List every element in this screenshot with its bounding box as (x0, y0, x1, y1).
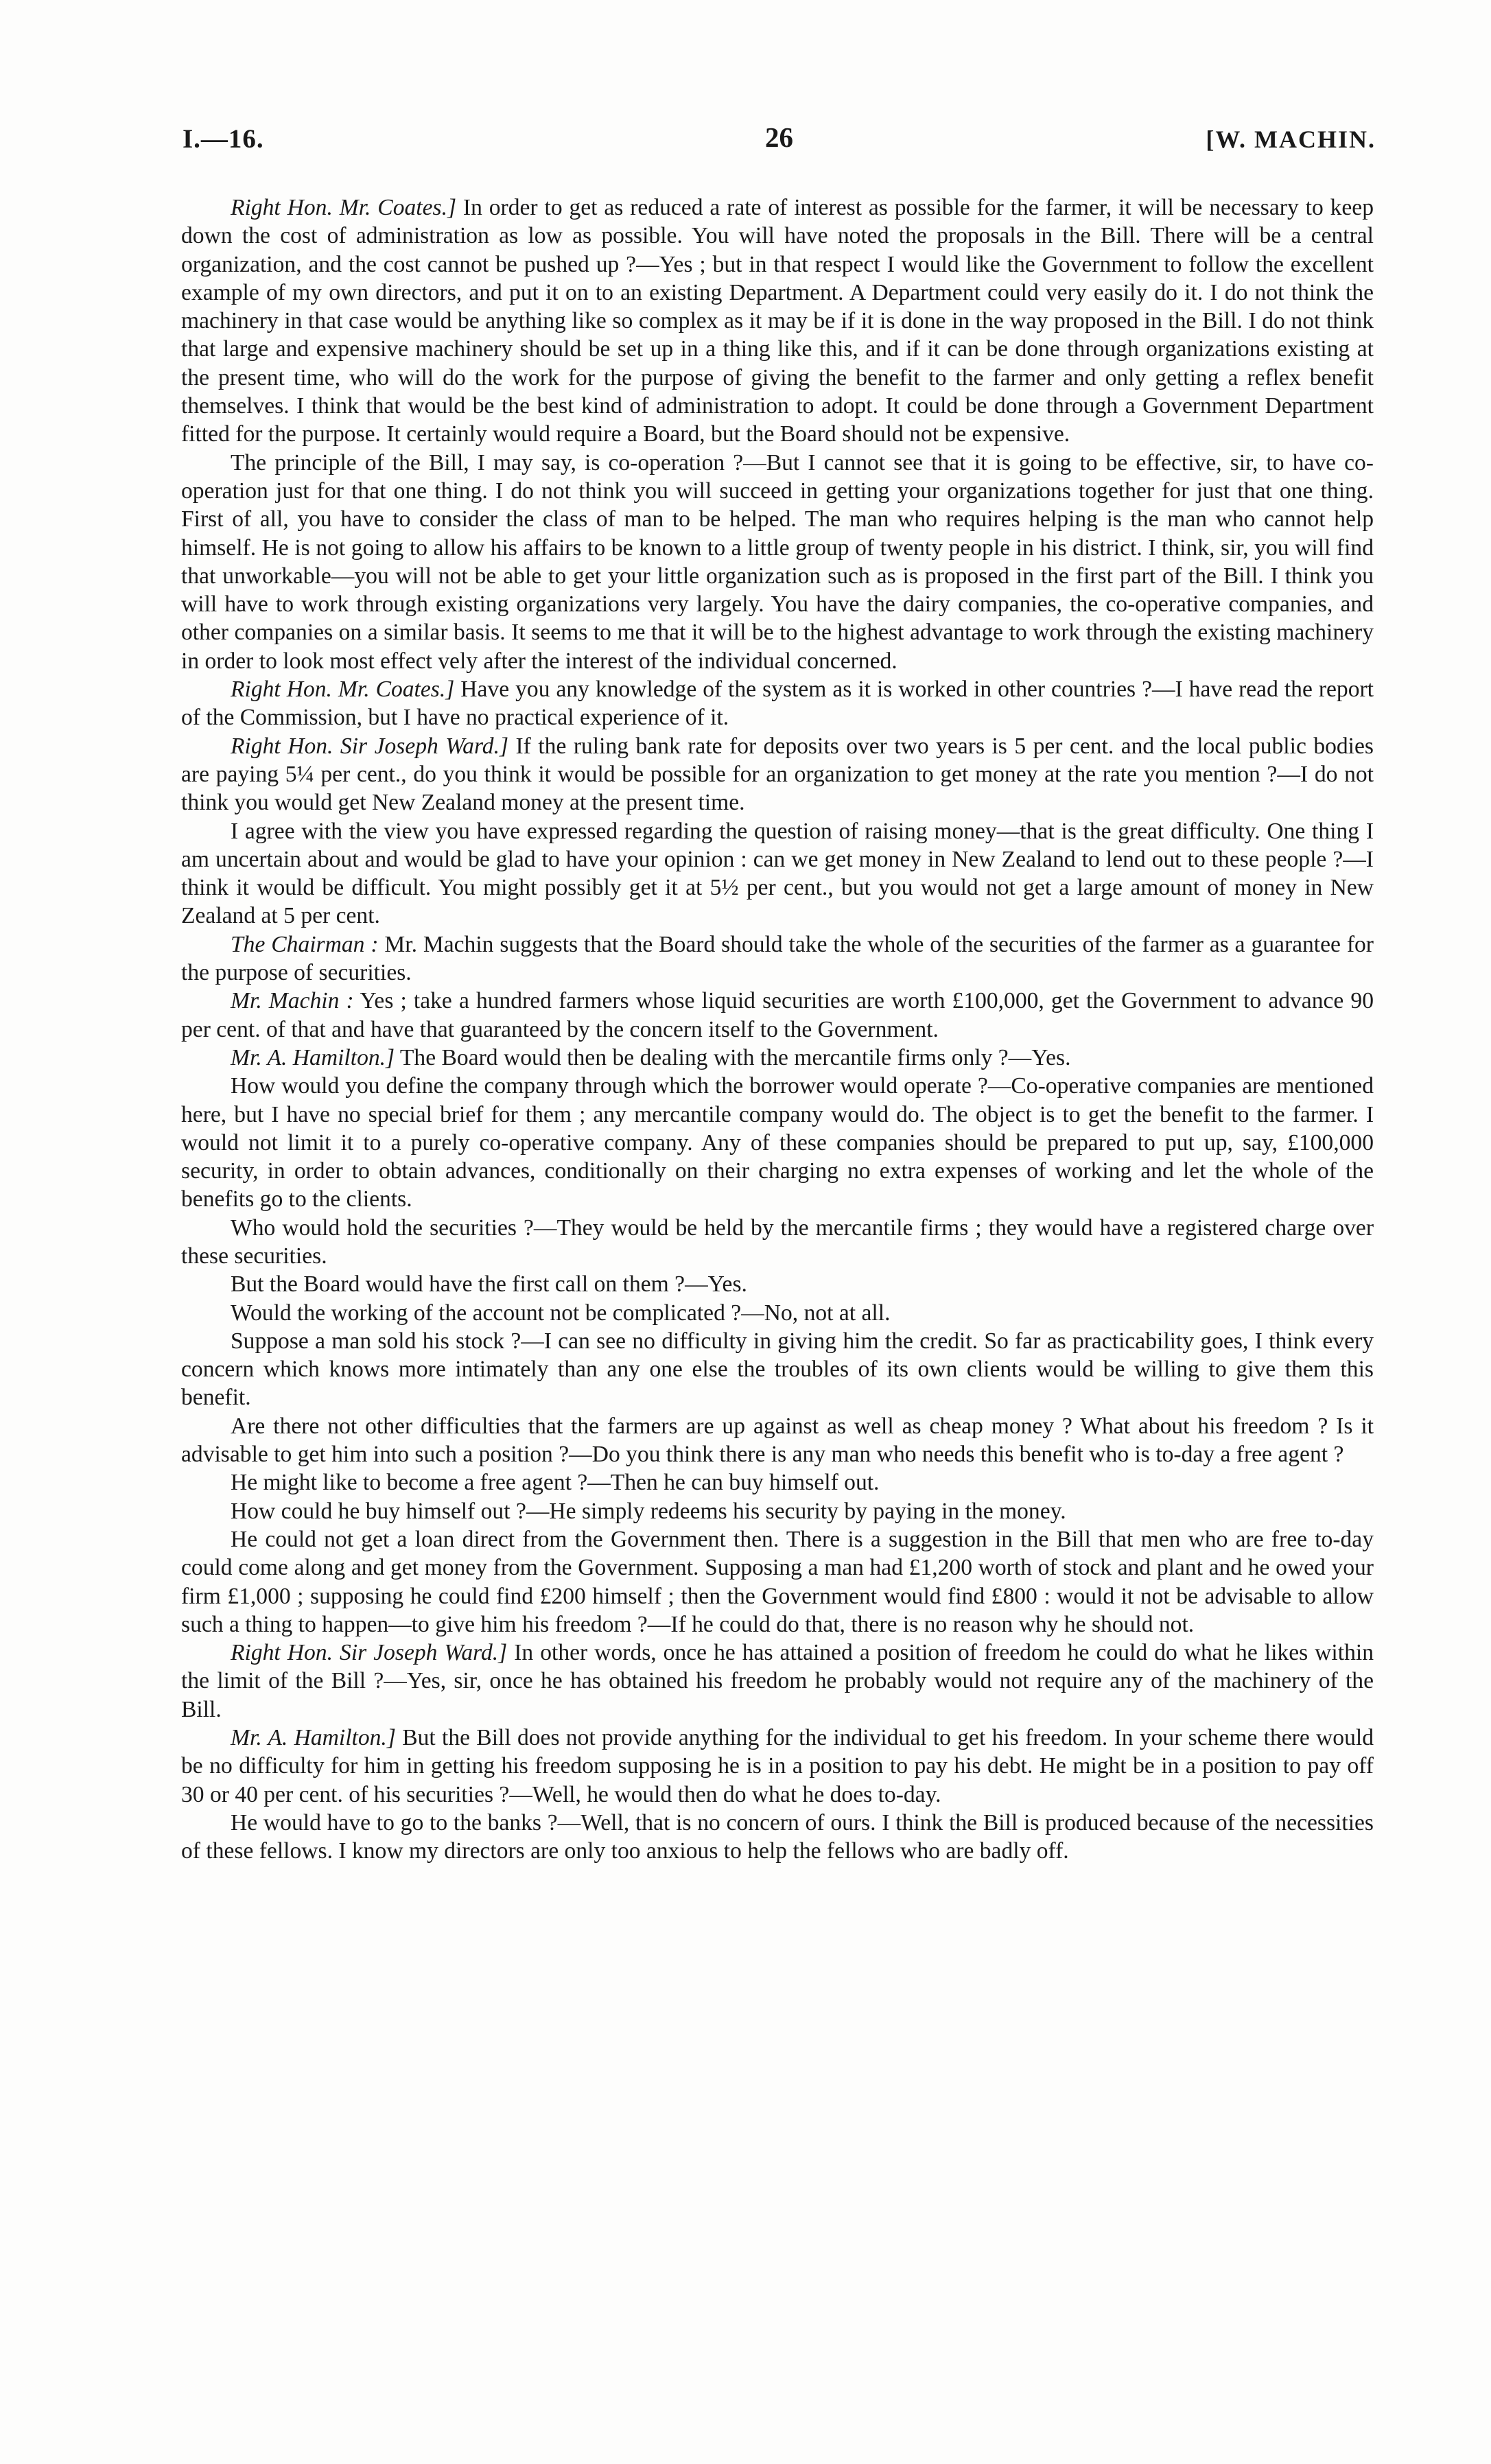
paragraph (181, 1214, 1374, 1271)
paragraph (181, 193, 1374, 449)
paragraph-text: He could not get a loan direct from the Government then. There is a suggestion in the Bill that men who are free to-day could come along and get money from the Government. Supposing a man had £1,200 worth of stock and plant and he owed your firm £1,000 ; supposing he could find £200 himself ; then the Government would find £800 : would it not be advisable to allow such a thing to happen—to give him his freedom ?—If he could do that, there is no reason why he should not. (181, 1526, 1374, 1637)
paragraph-text: The Board would then be dealing with the mercantile firms only ?—Yes. (395, 1044, 1071, 1070)
witness-name: [W. MACHIN. (1206, 126, 1376, 153)
speaker: Mr. A. Hamilton.] (231, 1725, 396, 1751)
paper-reference: I.—16. (183, 124, 264, 154)
paragraph-text: I agree with the view you have expressed regarding the question of raising money—that is the great difficulty. One thing I am uncertain about and would be glad to have your opinion : can we get money in New Zealand to lend out to these people ?—I think it would be difficult. You might possibly get it at 5½ per cent., but you would not get a large amount of money in New Zealand at 5 per cent. (181, 818, 1374, 929)
paragraph (181, 675, 1374, 732)
speaker: Right Hon. Mr. Coates.] (231, 677, 455, 703)
paragraph-text: But the Board would have the first call on them ?—Yes. (231, 1271, 747, 1298)
paragraph (181, 1044, 1374, 1072)
paragraph-text: The principle of the Bill, I may say, is co-operation ?—But I cannot see that it is going to be effective, sir, to have co-operation just for that one thing. I do not think you will succeed in getting your organizations together for just that one thing. First of all, you have to consider the class of man to be helped. The man who requires helping is the man who cannot help himself. He is not going to allow his affairs to be known to a little group of twenty people in his district. I think, sir, you will find that unworkable—you will not be able to get your little organization such as is proposed in the first part of the Bill. I think you will have to work through existing organizations very largely. You have the dairy companies, the co-operative companies, and other companies on a similar basis. It seems to me that it will be to the highest advantage to work through the existing machinery in order to look most effect vely after the interest of the individual concerned. (181, 449, 1374, 674)
paragraph (181, 930, 1374, 987)
paragraph-text: Yes ; take a hundred farmers whose liquid securities are worth £100,000, get the Government to advance 90 per cent. of that and have that guaranteed by the concern itself to the Government. (181, 988, 1374, 1042)
paragraph (181, 449, 1374, 675)
paragraph (181, 1412, 1374, 1469)
paragraph-text: He might like to become a free agent ?—Then he can buy himself out. (231, 1470, 880, 1496)
speaker: The Chairman : (231, 931, 379, 957)
paragraph (181, 1468, 1374, 1497)
page-number: 26 (765, 121, 793, 153)
paragraph (181, 1270, 1374, 1298)
paragraph (181, 1809, 1374, 1866)
paragraph-text: Mr. Machin suggests that the Board should take the whole of the securities of the farmer as a guarantee for the purpose of securities. (181, 931, 1374, 986)
paragraph-text: Are there not other difficulties that the farmers are up against as well as cheap money ? What about his freedom ? Is it advisable to get him into such a position ?—Do you think there is any man who needs this benefit who is to-day a free agent ? (181, 1413, 1374, 1468)
speaker: Right Hon. Sir Joseph Ward.] (231, 733, 509, 759)
paragraph-text: Who would hold the securities ?—They would be held by the mercantile firms ; they would have a registered charge over these securities. (181, 1215, 1374, 1269)
paragraph-text: Have you any knowledge of the system as it is worked in other countries ?—I have read the report of the Commission, but I have no practical experience of it. (181, 677, 1374, 731)
page-header (183, 121, 1376, 165)
speaker: Mr. Machin : (231, 988, 354, 1014)
paragraph (181, 1639, 1374, 1724)
speaker: Right Hon. Sir Joseph Ward.] (231, 1640, 508, 1666)
paragraph (181, 817, 1374, 930)
paragraph (181, 1072, 1374, 1213)
speaker: Mr. A. Hamilton.] (231, 1044, 395, 1070)
paragraph-text: But the Bill does not provide anything for the individual to get his freedom. In your scheme there would be no difficulty for him in getting his freedom supposing he is in a position to pay his debt. He might be in a position to pay off 30 or 40 per cent. of his securities ?—Well, he would then do what he does to-day. (181, 1725, 1374, 1807)
speaker: Right Hon. Mr. Coates.] (231, 195, 457, 220)
paragraph (181, 1724, 1374, 1809)
paragraph-text: Would the working of the account not be complicated ?—No, not at all. (231, 1300, 891, 1326)
paragraph-text: Suppose a man sold his stock ?—I can see no difficulty in giving him the credit. So far as practicability goes, I think every concern which knows more intimately than any one else the troubles of its own clients would be willing to give them this benefit. (181, 1328, 1374, 1411)
paragraph (181, 1299, 1374, 1327)
paragraph-text: In order to get as reduced a rate of interest as possible for the farmer, it will be necessary to keep down the cost of administration as low as possible. You will have noted the proposals in the Bill. There will be a central organization, and the cost cannot be pushed up ?—Yes ; but in that respect I would like the Government to follow the excellent example of my own directors, and put it on to an existing Department. A Department could very easily do it. I do not think the machinery in that case would be anything like so complex as it may be if it is done in the way proposed in the Bill. I do not think that large and expensive machinery should be set up in a thing like this, and if it can be done through organizations existing at the present time, who will do the work for the purpose of giving the benefit to the farmer and only getting a reflex benefit themselves. I think that would be the best kind of administration to adopt. It could be done through a Government Department fitted for the purpose. It certainly would require a Board, but the Board should not be expensive. (181, 195, 1374, 447)
paragraph (181, 987, 1374, 1044)
paragraph-text: If the ruling bank rate for deposits over two years is 5 per cent. and the local public bodies are paying 5¼ per cent., do you think it would be possible for an organization to get money at the rate you mention ?—I do not think you would get New Zealand money at the present time. (181, 733, 1374, 816)
paragraph (181, 1327, 1374, 1412)
paragraph-text: How would you define the company through which the borrower would operate ?—Co-operative companies are mentioned here, but I have no special brief for them ; any mercantile company would do. The object is to get the benefit to the farmer. I would not limit it to a purely co-operative company. Any of these companies should be prepared to put up, say, £100,000 security, in order to obtain advances, conditionally on their charging no extra expenses of working and let the whole of the benefits go to the clients. (181, 1073, 1374, 1212)
paragraph-text: In other words, once he has attained a position of freedom he could do what he likes within the limit of the Bill ?—Yes, sir, once he has obtained his freedom he probably would not require any of the machinery of the Bill. (181, 1640, 1374, 1722)
paragraph-text: He would have to go to the banks ?—Well, that is no concern of ours. I think the Bill is produced because of the necessities of these fellows. I know my directors are only too anxious to help the fellows who are badly off. (181, 1809, 1374, 1864)
paragraph (181, 732, 1374, 817)
transcript-body (181, 193, 1374, 1866)
paragraph (181, 1497, 1374, 1525)
paragraph (181, 1525, 1374, 1639)
paragraph-text: How could he buy himself out ?—He simply redeems his security by paying in the money. (231, 1498, 1066, 1524)
